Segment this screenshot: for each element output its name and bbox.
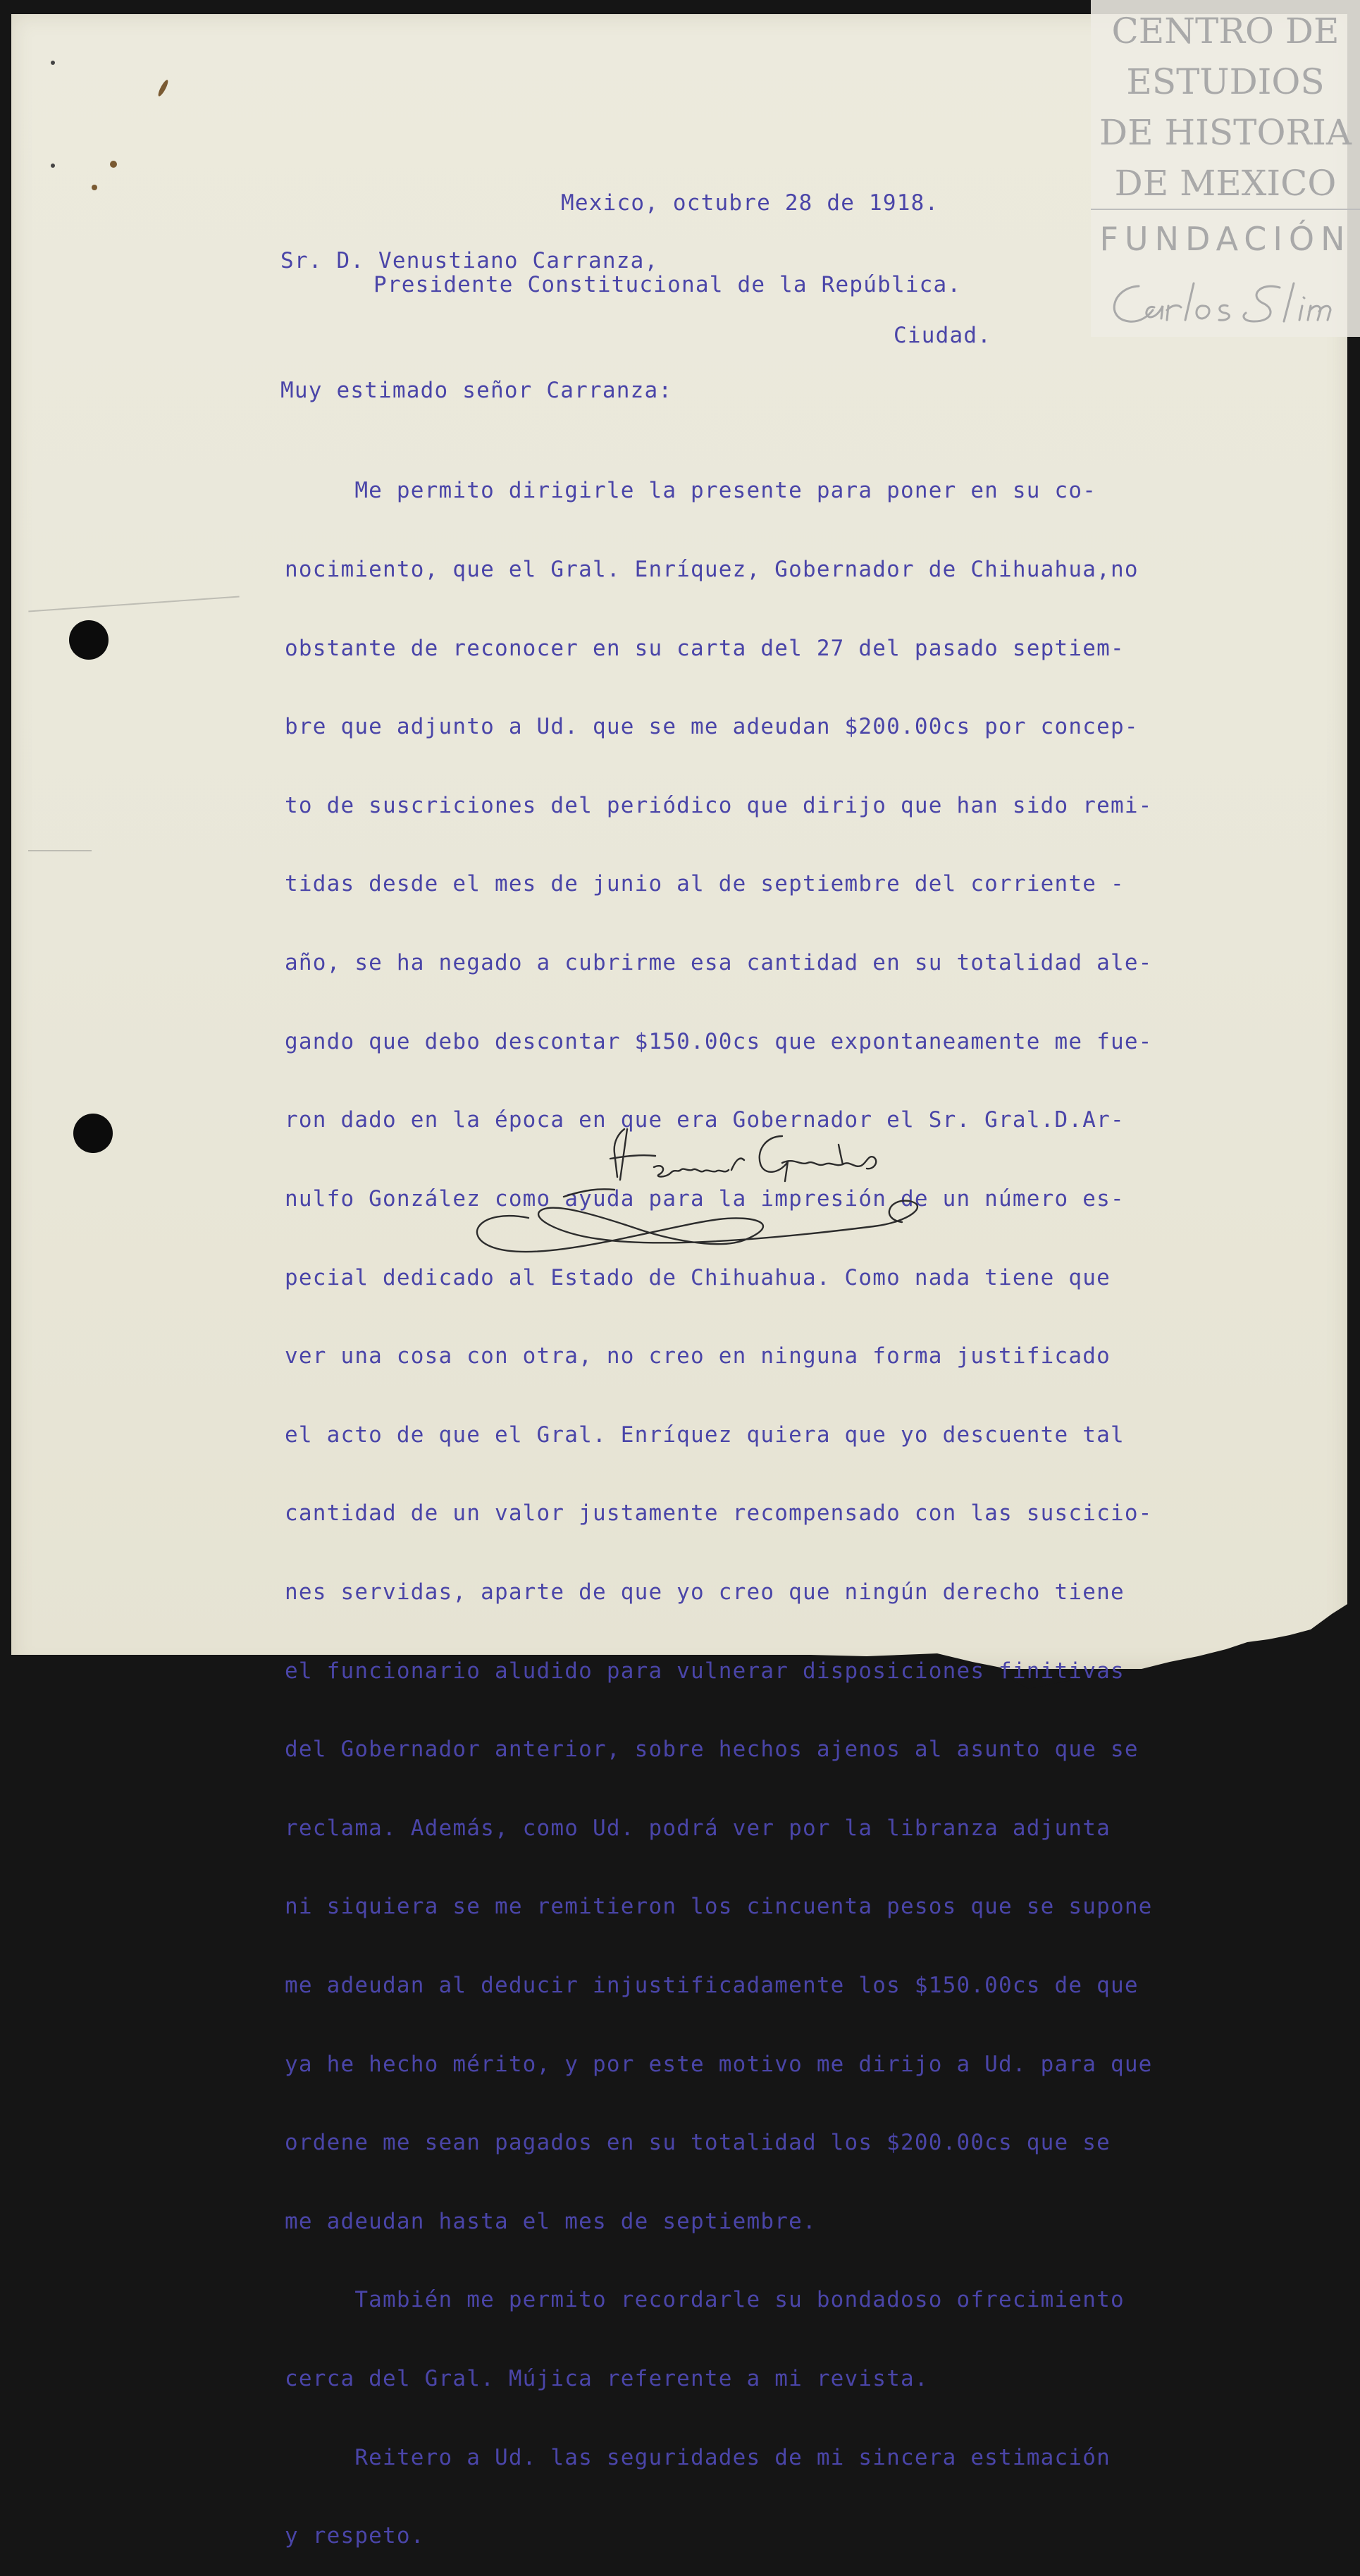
body-line: ordene me sean pagados en su totalidad los $200.00cs que se: [285, 2130, 1111, 2156]
addressee-name: Sr. D. Venustiano Carranza,: [280, 248, 659, 273]
watermark-line: DE HISTORIA: [1099, 112, 1352, 153]
body-line: obstante de reconocer en su carta del 27 del pasado septiem-: [285, 635, 1125, 661]
body-line: el funcionario aludido para vulnerar disposiciones finitivas: [285, 1658, 1125, 1684]
punch-hole-top: [69, 620, 109, 660]
letter-date: Mexico, octubre 28 de 1918.: [561, 190, 939, 216]
body-line: me adeudan hasta el mes de septiembre.: [285, 2208, 817, 2234]
watermark-foundation: FUNDACIÓN: [1099, 220, 1352, 258]
body-line: me adeudan al deducir injustificadamente los $150.00cs de que: [285, 1972, 1139, 1998]
body-line: y respeto.: [285, 2523, 425, 2549]
paper-crease: [28, 850, 92, 851]
stain-mark: [92, 185, 97, 190]
body-line: Me permito dirigirle la presente para poner en su co-: [285, 478, 1097, 504]
foundation-signature-logo: [1098, 275, 1360, 331]
body-line: ya he hecho mérito, y por este motivo me dirijo a Ud. para que: [285, 2051, 1153, 2077]
body-line: cantidad de un valor justamente recompensado con las suscicio-: [285, 1500, 1153, 1527]
letter-body: [285, 426, 1153, 2576]
stain-mark: [51, 164, 55, 168]
body-line: tidas desde el mes de junio al de septiembre del corriente -: [285, 871, 1125, 897]
addressee-city: Ciudad.: [894, 323, 992, 348]
body-line: el acto de que el Gral. Enríquez quiera que yo descuente tal: [285, 1422, 1125, 1448]
stain-mark: [110, 161, 117, 168]
watermark-line: DE MEXICO: [1114, 163, 1337, 204]
archive-watermark: [1091, 0, 1360, 337]
watermark-line: CENTRO DE: [1111, 11, 1340, 51]
salutation: Muy estimado señor Carranza:: [280, 378, 673, 403]
watermark-line: ESTUDIOS: [1126, 61, 1325, 102]
punch-hole-bottom: [73, 1114, 113, 1153]
body-line: ni siquiera se me remitieron los cincuenta pesos que se supone: [285, 1894, 1153, 1920]
stain-mark: [51, 61, 55, 65]
body-line: ver una cosa con otra, no creo en ninguna forma justificado: [285, 1343, 1111, 1369]
body-line: bre que adjunto a Ud. que se me adeudan $200.00cs por concep-: [285, 714, 1139, 740]
body-line: Reitero a Ud. las seguridades de mi sincera estimación: [285, 2444, 1111, 2470]
body-line: También me permito recordarle su bondadoso ofrecimiento: [285, 2287, 1125, 2313]
body-line: reclama. Además, como Ud. podrá ver por la libranza adjunta: [285, 1815, 1111, 1841]
body-line: nocimiento, que el Gral. Enríquez, Gobernador de Chihuahua,no: [285, 557, 1139, 583]
body-line: año, se ha negado a cubrirme esa cantidad en su totalidad ale-: [285, 950, 1153, 976]
handwritten-signature: [451, 1121, 1001, 1262]
body-line: nulfo González como ayuda para la impresión de un número es-: [285, 1185, 1125, 1212]
watermark-divider: [1091, 209, 1360, 210]
body-line: cerca del Gral. Mújica referente a mi revista.: [285, 2366, 929, 2392]
body-line: to de suscriciones del periódico que dirijo que han sido remi-: [285, 792, 1153, 818]
body-line: del Gobernador anterior, sobre hechos ajenos al asunto que se: [285, 1737, 1139, 1763]
body-line: ron dado en la época en que era Gobernador el Sr. Gral.D.Ar-: [285, 1107, 1125, 1133]
body-line: nes servidas, aparte de que yo creo que ningún derecho tiene: [285, 1579, 1125, 1605]
body-line: pecial dedicado al Estado de Chihuahua. Como nada tiene que: [285, 1264, 1111, 1290]
addressee-title: Presidente Constitucional de la República.: [373, 272, 962, 297]
body-line: gando que debo descontar $150.00cs que expontaneamente me fue-: [285, 1028, 1153, 1054]
